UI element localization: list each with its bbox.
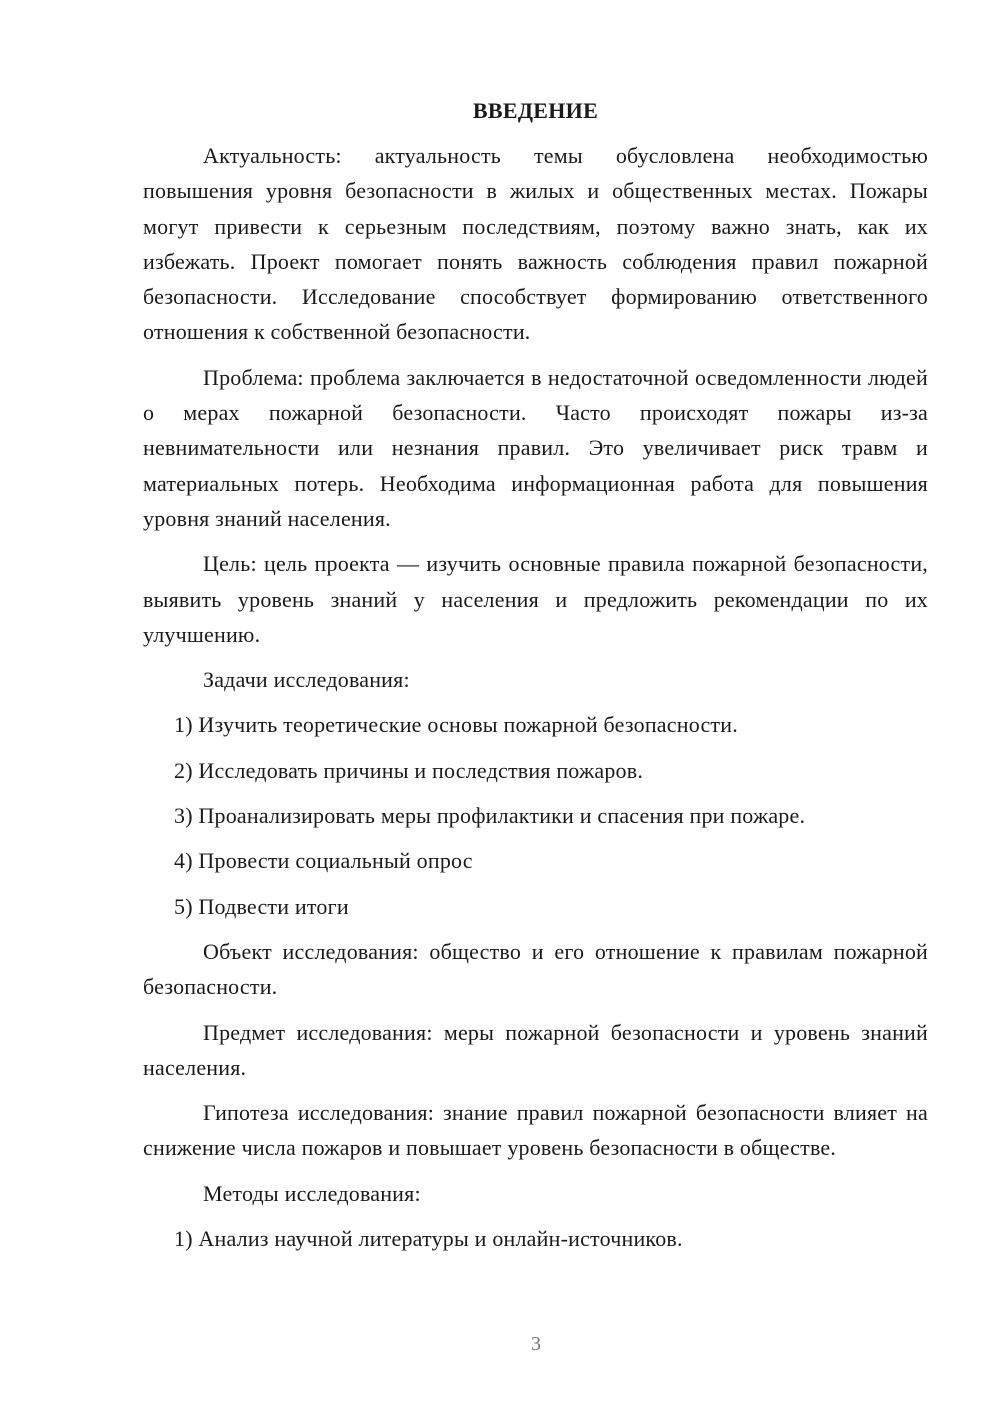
document-page bbox=[143, 96, 928, 1266]
page-number: 3 bbox=[531, 1333, 541, 1355]
task-item-5: 5) Подвести итоги bbox=[174, 893, 349, 919]
methods-heading: Методы исследования: bbox=[203, 1180, 421, 1206]
tasks-heading: Задачи исследования: bbox=[203, 667, 410, 693]
problem-paragraph: Проблема: проблема заключается в недостаточной осведомленности людей о мерах пожарной безопасности. Часто происходят пожары из-за невнимательности или незнания правил. Это увеличивает риск травм и материальных потерь. Необходима информационная работа для повышения уровня знаний населения. bbox=[143, 364, 928, 531]
subject-paragraph: Предмет исследования: меры пожарной безопасности и уровень знаний населения. bbox=[143, 1019, 928, 1080]
document-title: ВВЕДЕНИЕ bbox=[472, 98, 599, 123]
task-item-2: 2) Исследовать причины и последствия пожаров. bbox=[174, 757, 644, 783]
hypothesis-paragraph: Гипотеза исследования: знание правил пожарной безопасности влияет на снижение числа пожаров и повышает уровень безопасности в обществе. bbox=[143, 1100, 928, 1161]
task-item-1: 1) Изучить теоретические основы пожарной безопасности. bbox=[174, 712, 738, 738]
relevance-paragraph: Актуальность: актуальность темы обусловлена необходимостью повышения уровня безопасности в жилых и общественных местах. Пожары могут привести к серьезным последствиям, поэтому важно знать, как их избежать. Проект помогает понять важность соблюдения правил пожарной безопасности. Исследование способствует формированию ответственного отношения к собственной безопасности. bbox=[143, 143, 928, 345]
task-item-4: 4) Провести социальный опрос bbox=[174, 848, 473, 874]
goal-paragraph: Цель: цель проекта — изучить основные правила пожарной безопасности, выявить уровень знаний у населения и предложить рекомендации по их улучшению. bbox=[143, 551, 928, 647]
task-item-3: 3) Проанализировать меры профилактики и спасения при пожаре. bbox=[174, 803, 806, 829]
object-paragraph: Объект исследования: общество и его отношение к правилам пожарной безопасности. bbox=[143, 938, 928, 1000]
method-item-1: 1) Анализ научной литературы и онлайн-источников. bbox=[174, 1226, 683, 1252]
